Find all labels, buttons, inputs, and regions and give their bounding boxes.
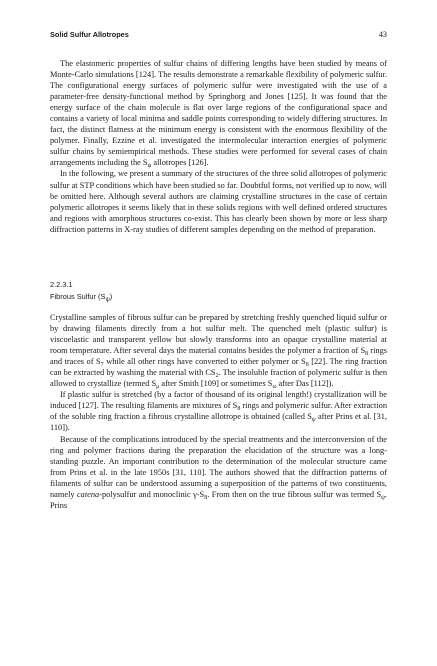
page-number: 43 bbox=[378, 30, 387, 39]
section-heading bbox=[50, 279, 112, 303]
section-title: Fibrous Sulfur $(S_\psi)$ bbox=[50, 292, 113, 303]
paragraph: The elastomeric properties of sulfur chains of differing lengths have been studied by means of Monte-Carlo simulations [124]. The results demonstrate a remarkable flexibility of polymeric sulfur. The configurational energy surfaces of polymeric sulfur were investigated with the use of a parameter-free density-functional method by Springborg and Jones [125]. It was found that the energy surface of the chain molecule is flat over large regions of the configurational space and contains a variety of local minima and saddle points corresponding to widely differing structures. In fact, the distinct flatness at the minimum energy is consistent with the enormous flexibility of the polymer. Finally, Ezzine et al. investigated the intermolecular interaction energies of polymeric sulfur chains by semiempirical methods. These studies were performed for several cases of chain arrangements including the $S_\psi$ allotropes [126]. bbox=[50, 59, 387, 170]
running-title: Solid Sulfur Allotropes bbox=[50, 30, 129, 39]
paragraph: Crystalline samples of fibrous sulfur can be prepared by stretching freshly quenched liquid sulfur or by drawing filaments directly from a hot sulfur melt. The quenched melt (plastic sulfur) is viscoelastic and transparent yellow but slowly transforms into an opaque crystalline material at room temperature. After several days the material contains besides the polymer a fraction of $S_8$ rings and traces of $S_7$ while all other rings have converted to either polymer or $S_8$ [22]. The ring fraction can be extracted by washing the material with $CS_2$. The insoluble fraction of polymeric sulfur is then allowed to crystallize (termed $S_\mu$ after Smith [109] or sometimes $S_\omega$ after Das [112]). bbox=[50, 313, 387, 391]
paragraph: In the following, we present a summary of the structures of the three solid allotropes of polymeric sulfur at STP conditions which have been studied so far. Doubtful forms, not verified up to now, will be omitted here. Although several authors are claiming crystalline structures in the case of certain polymeric allotropes it seems likely that in these solids regions with well defined ordered structures and regions with amorphous structures co-exist. This has clearly been shown by more or less sharp diffraction patterns in X-ray studies of different samples depending on the method of preparation. bbox=[50, 169, 387, 234]
section-number: 2.2.3.1 bbox=[50, 280, 73, 289]
running-header bbox=[50, 30, 387, 42]
section-body bbox=[50, 312, 387, 511]
paragraph: If plastic sulfur is stretched (by a factor of thousand of its original length!) crystallization will be induced [127]. The resulting filaments are mixtures of $S_8$ rings and polymeric sulfur. After extraction of the soluble ring fraction a fibrous crystalline allotrope is obtained (called $S_\psi$ after Prins et al. [31, 110]). bbox=[50, 390, 387, 433]
intro-text-block bbox=[50, 58, 387, 235]
paragraph: Because of the complications introduced by the special treatments and the interconversion of the ring and polymer fractions during the preparation the elucidation of the structure was a long-standing puzzle. An important contribution to the determination of the molecular structure came from Prins et al. in the late 1950s [31, 110]. The authors showed that the diffraction patterns of filaments of sulfur can be understood assuming a superposition of the patterns of two constituents, namely catena-polysulfur and monoclinic $\gamma-S_8$. From then on the true fibrous sulfur was termed $S_\psi$. Prins bbox=[50, 434, 387, 510]
